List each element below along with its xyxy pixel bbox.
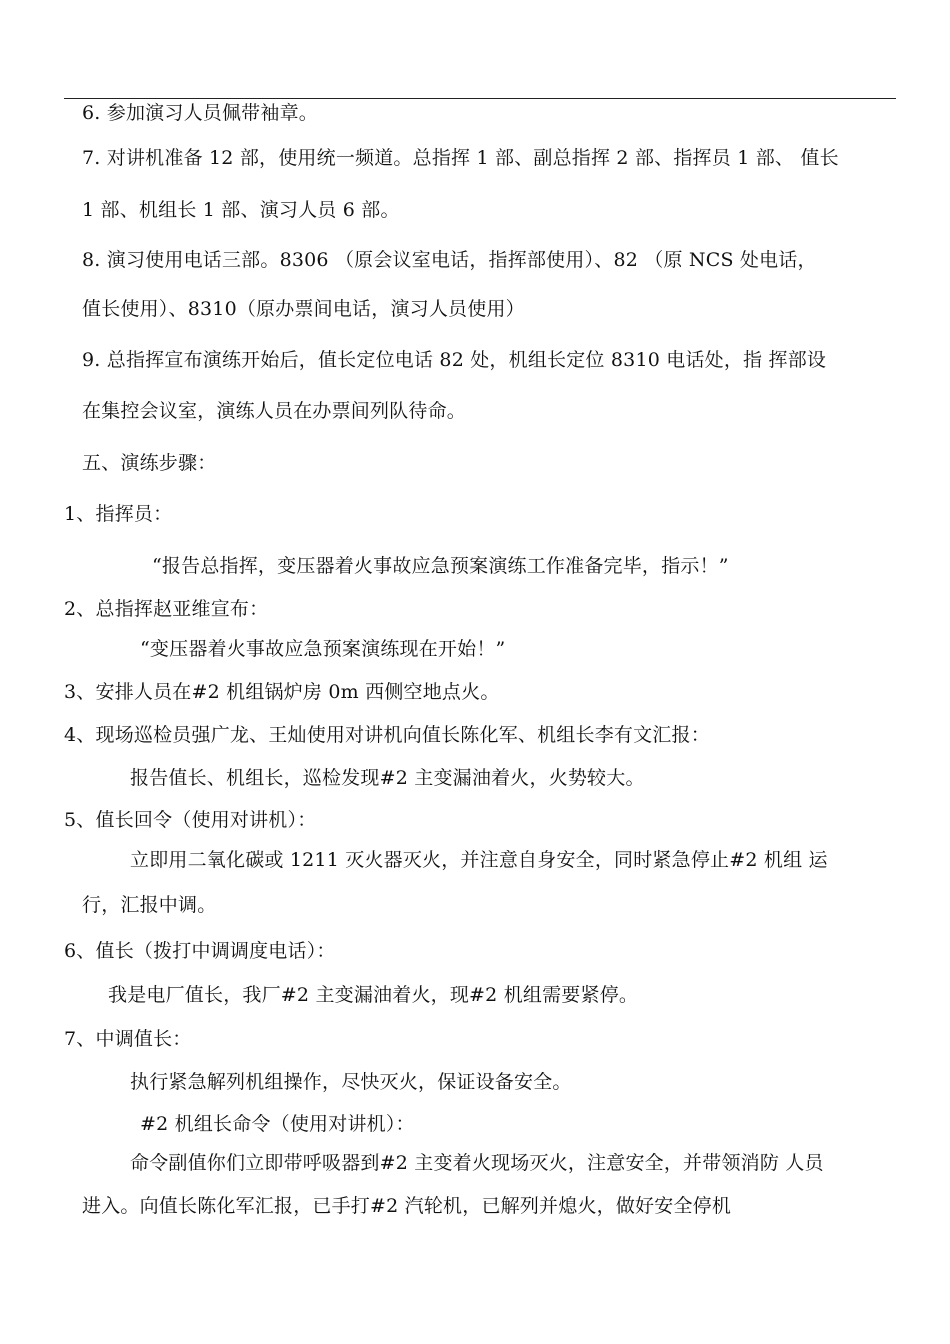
step-3: 3、安排人员在#2 机组锅炉房 0m 西侧空地点火。 [64, 681, 500, 703]
step-4-label: 4、现场巡检员强广龙、王灿使用对讲机向值长陈化军、机组长李有文汇报： [64, 724, 710, 746]
step-1-quote: “报告总指挥，变压器着火事故应急预案演练工作准备完毕，指示！” [152, 555, 729, 577]
step-4-report: 报告值长、机组长，巡检发现#2 主变漏油着火，火势较大。 [130, 767, 645, 789]
step-6-label: 6、值长（拨打中调调度电话）： [64, 940, 336, 962]
step-7-command-text-cont: 进入。向值长陈化军汇报，已手打#2 汽轮机，已解列并熄火，做好安全停机 [82, 1195, 732, 1217]
step-7-command-text: 命令副值你们立即带呼吸器到#2 主变着火现场灭火，注意安全，并带领消防 人员 [130, 1152, 824, 1174]
step-2-quote: “变压器着火事故应急预案演练现在开始！” [140, 638, 506, 660]
step-7-unit-command: #2 机组长命令（使用对讲机）： [140, 1113, 415, 1135]
step-5-order-cont: 行，汇报中调。 [82, 894, 217, 916]
item-8-phones: 8. 演习使用电话三部。8306 （原会议室电话，指挥部使用）、82 （原 NCS 处电话， [82, 249, 817, 271]
step-5-order: 立即用二氧化碳或 1211 灭火器灭火，并注意自身安全，同时紧急停止#2 机组 运 [130, 849, 828, 871]
step-5-label: 5、值长回令（使用对讲机）： [64, 809, 317, 831]
step-7-instruction: 执行紧急解列机组操作，尽快灭火，保证设备安全。 [130, 1071, 572, 1093]
step-7-label: 7、中调值长： [64, 1028, 192, 1050]
step-6-call: 我是电厂值长，我厂#2 主变漏油着火，现#2 机组需要紧停。 [108, 984, 639, 1006]
item-8-phones-cont: 值长使用）、8310（原办票间电话，演习人员使用） [82, 298, 525, 320]
step-1-label: 1、指挥员： [64, 503, 173, 525]
section-heading-steps: 五、演练步骤： [82, 452, 217, 474]
header-rule [64, 98, 896, 99]
item-7-radios: 7. 对讲机准备 12 部，使用统一频道。总指挥 1 部、副总指挥 2 部、指挥员 1 部、 值长 [82, 147, 839, 169]
item-9-positions: 9. 总指挥宣布演练开始后，值长定位电话 82 处，机组长定位 8310 电话处，指 挥部设 [82, 349, 827, 371]
item-6-armband: 6. 参加演习人员佩带袖章。 [82, 102, 318, 124]
step-2-label: 2、总指挥赵亚维宣布： [64, 598, 269, 620]
item-7-radios-cont: 1 部、机组长 1 部、演习人员 6 部。 [82, 199, 400, 221]
item-9-positions-cont: 在集控会议室，演练人员在办票间列队待命。 [82, 400, 467, 422]
